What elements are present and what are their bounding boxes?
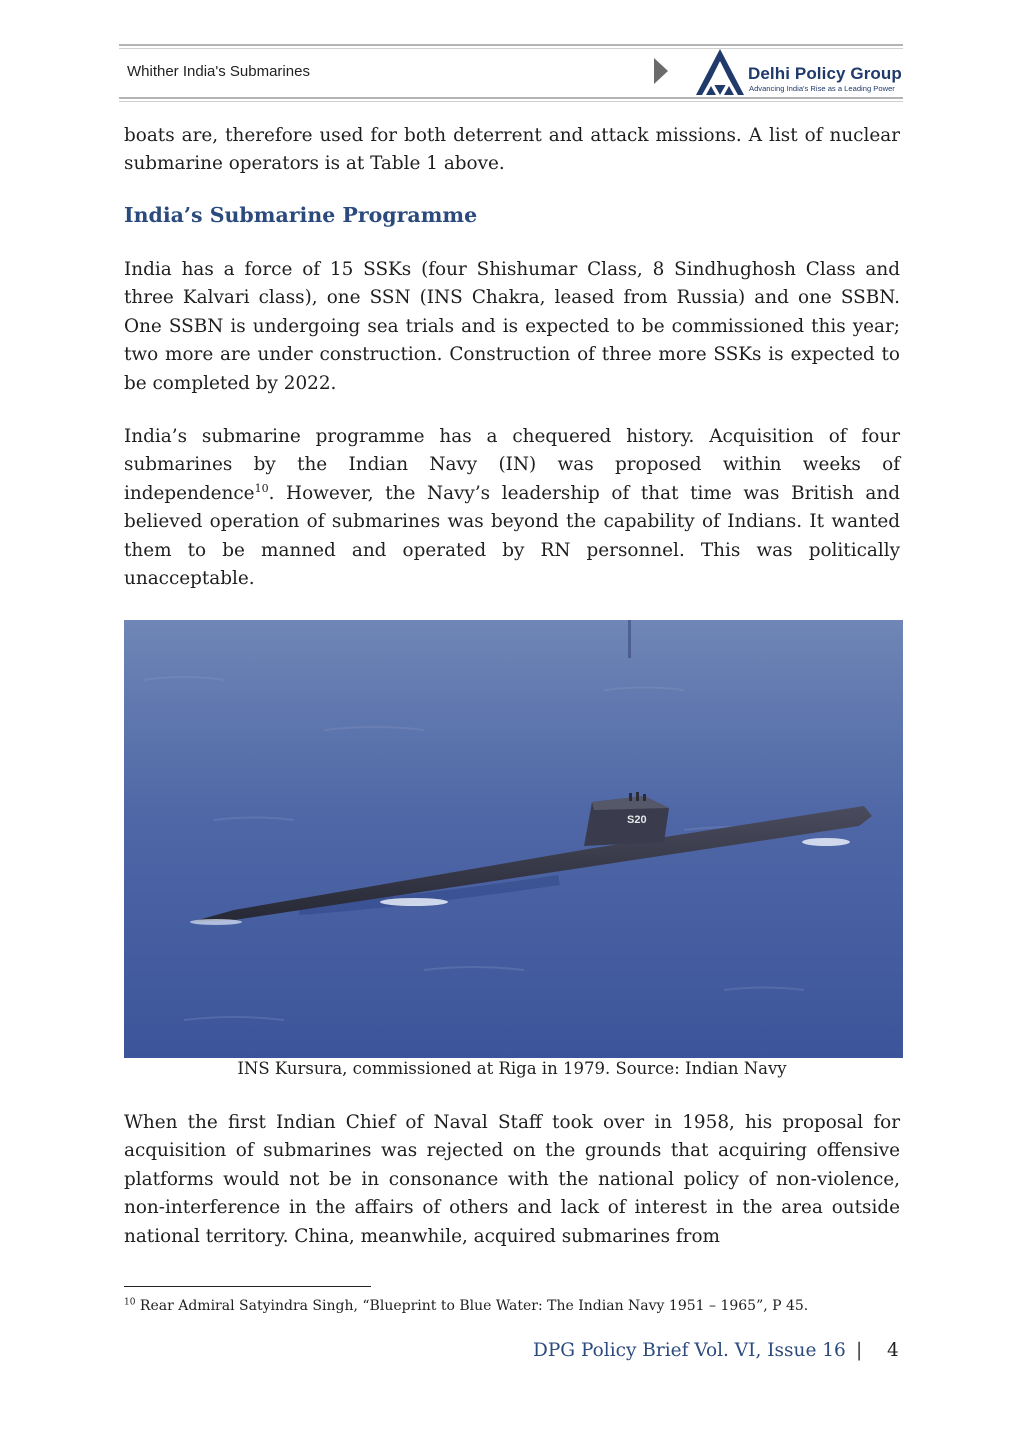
header-top-rule-thin [119,48,903,49]
hull-number: S20 [627,814,647,826]
header-top-rule [119,44,903,46]
footnote-number: 10 [124,1297,136,1308]
footnote [124,1296,808,1316]
paragraph-history-text-cont: . However, the Navy’s leadership of that time was British and believed operation of submarines was beyond the capability of Indians. It wanted them to be manned and operated by RN personnel. This was politically unacceptable. [124,482,900,590]
header-bottom-rule [119,97,903,99]
section-heading: India’s Submarine Programme [124,203,478,227]
submarine-photo [124,620,903,1058]
page-number: 4 [887,1340,899,1361]
paragraph-submarine-force: India has a force of 15 SSKs (four Shishumar Class, 8 Sindhughosh Class and three Kalvari class), one SSN (INS Chakra, leased from Russia) and one SSBN. One SSBN is undergoing sea trials and is expected to be commissioned this year; two more are under construction. Construction of three more SSKs is expected to be completed by 2022. [124,259,900,394]
paragraph-history-text: India’s submarine programme has a chequered history. Acquisition of four submarines by the Indian Navy (IN) was proposed within weeks of independence [124,426,900,504]
footnote-reference: 10 [254,481,269,495]
header-arrow-icon [654,58,668,84]
brand-tagline: Advancing India's Rise as a Leading Power [749,84,895,93]
paragraph-naval-chief: When the first Indian Chief of Naval Staff took over in 1958, his proposal for acquisition of submarines was rejected on the grounds that acquiring offensive platforms would not be in consonance with the national policy of non-violence, non-interference in the affairs of others and lack of interest in the area outside national territory. China, meanwhile, acquired submarines from [124,1112,900,1247]
header-bottom-rule-thin [119,101,903,102]
brand-name: Delhi Policy Group [748,64,902,83]
dpg-logo-icon [694,47,746,97]
running-header-title: Whither India's Submarines [127,63,310,80]
figure-caption: INS Kursura, commissioned at Riga in 1979. Source: Indian Navy [237,1059,787,1078]
footer-publication: DPG Policy Brief Vol. VI, Issue 16 [533,1340,846,1361]
footnote-text: Rear Admiral Satyindra Singh, “Blueprint to Blue Water: The Indian Navy 1951 – 1965”, P 45. [135,1298,809,1314]
paragraph-history [124,423,900,593]
footer-separator: | [856,1340,863,1361]
paragraph-continuation: boats are, therefore used for both deterrent and attack missions. A list of nuclear submarine operators is at Table 1 above. [124,125,900,175]
footnote-rule [124,1286,371,1287]
